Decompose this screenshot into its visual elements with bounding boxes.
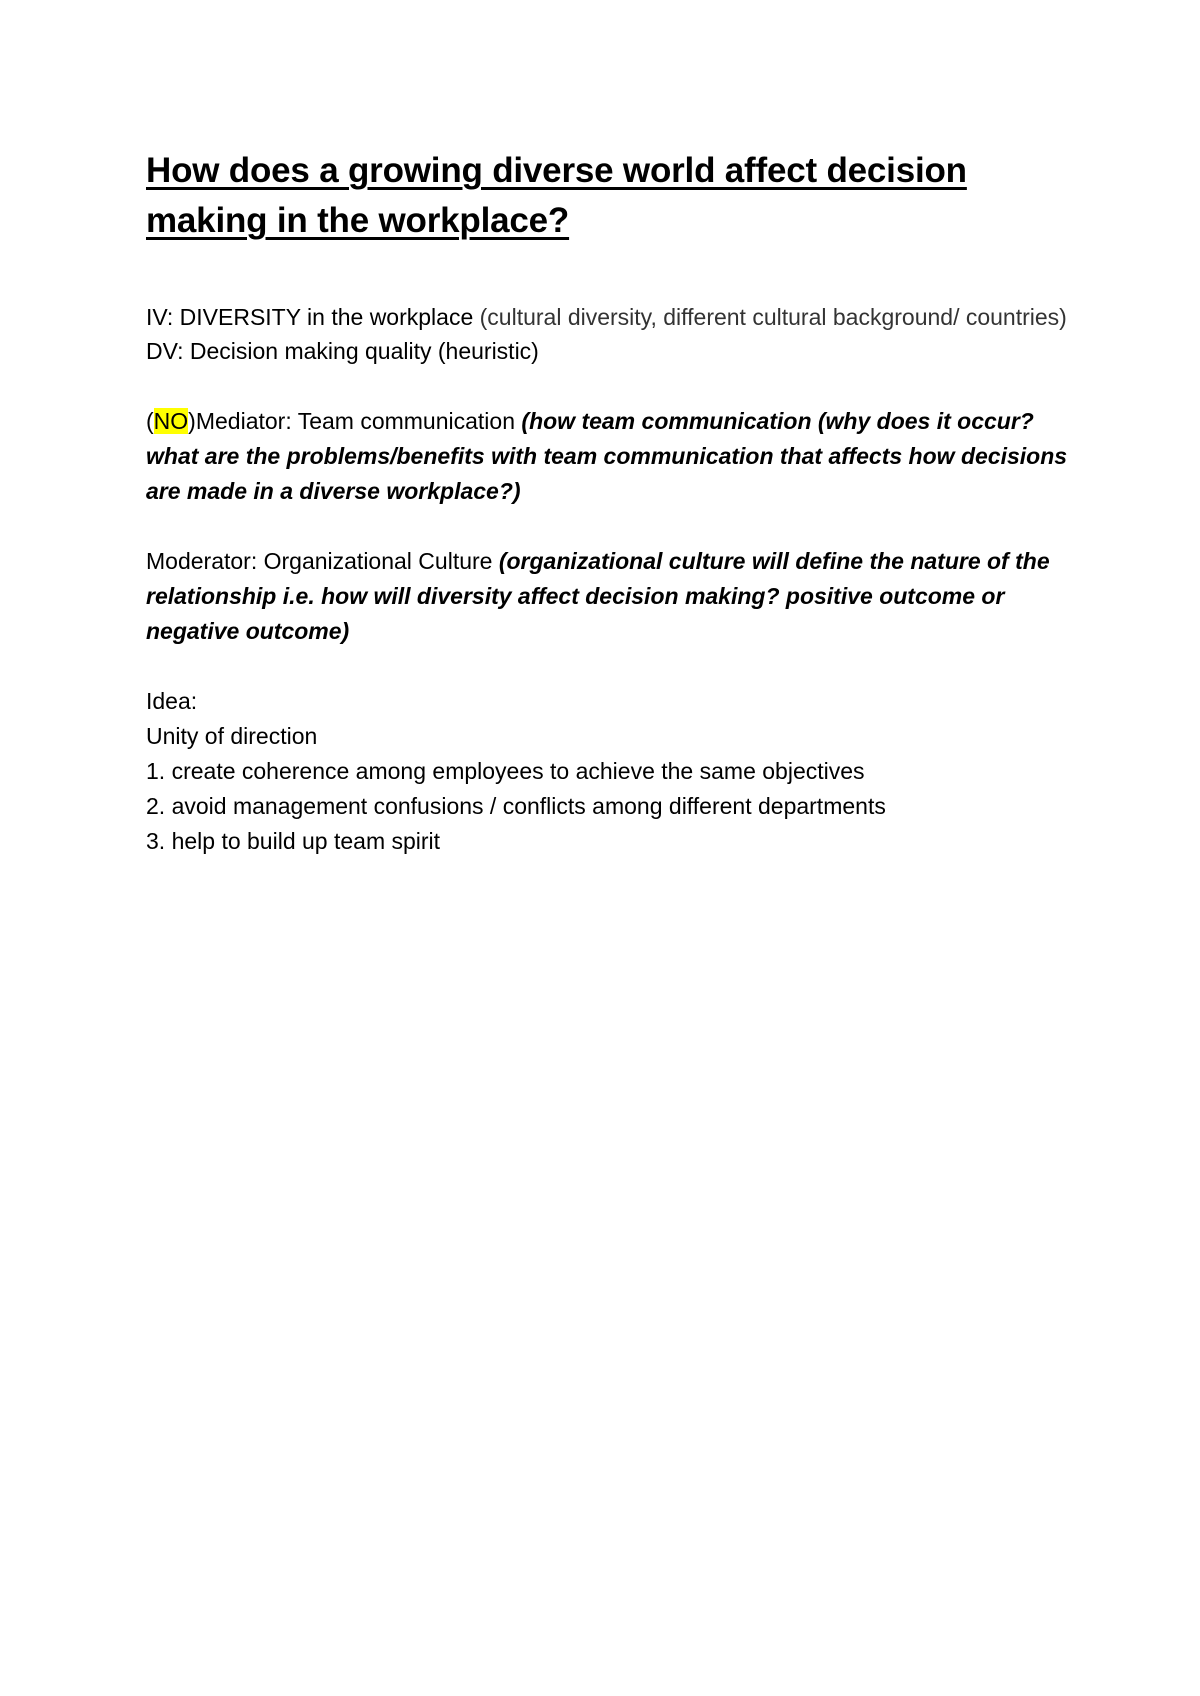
mediator-label: Mediator: Team communication (195, 408, 516, 434)
spacer (146, 369, 1086, 404)
mediator-note: (how team communication (why does it occur? what are the problems/benefits with team communication that affects how decisions are made in a diverse workplace?) (146, 408, 1068, 504)
moderator-paragraph (146, 544, 1086, 649)
mediator-paren-open: ( (146, 408, 154, 434)
idea-heading: Idea: (146, 688, 198, 714)
spacer (146, 246, 1086, 301)
spacer (146, 509, 1086, 544)
idea-list (146, 754, 1086, 859)
moderator-note: (organizational culture will define the nature of the relationship i.e. how will diversity affect decision making? positive outcome or negative outcome) (146, 548, 1050, 644)
moderator-label: Moderator: Organizational Culture (146, 548, 493, 574)
document-content (146, 146, 1086, 859)
list-item: 3. help to build up team spirit (146, 828, 441, 854)
mediator-paren-close: ) (188, 408, 196, 434)
mediator-no-highlight: NO (153, 408, 189, 434)
iv-note: (cultural diversity, different cultural background/ countries) (479, 304, 1067, 330)
iv-label: IV: DIVERSITY in the workplace (146, 304, 474, 330)
document-title: How does a growing diverse world affect decision making in the workplace? (146, 151, 967, 240)
spacer (146, 649, 1086, 684)
dv-paragraph (146, 334, 1086, 369)
list-item: 1. create coherence among employees to achieve the same objectives (146, 758, 865, 784)
mediator-paragraph (146, 404, 1086, 509)
dv-label: DV: Decision making quality (heuristic) (146, 338, 539, 364)
iv-paragraph (146, 301, 1086, 334)
idea-subheading: Unity of direction (146, 723, 318, 749)
list-item: 2. avoid management confusions / conflicts among different departments (146, 793, 886, 819)
document-body (146, 301, 1086, 859)
